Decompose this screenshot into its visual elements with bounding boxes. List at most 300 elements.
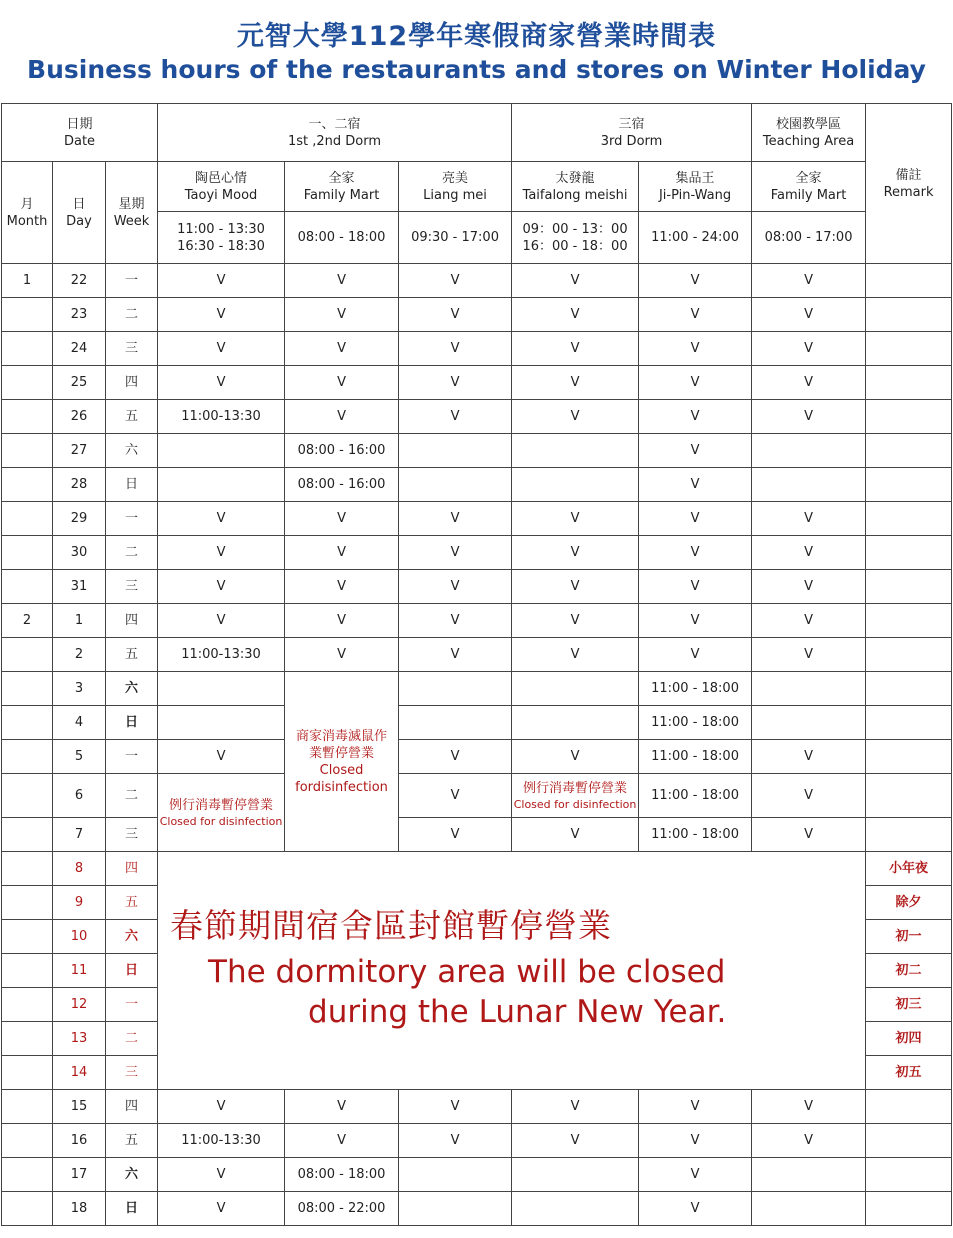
cell-taifalong [512, 1158, 639, 1192]
hours-line: 16：00 - 18：00 [522, 238, 628, 254]
week-cell: 四 [106, 852, 158, 886]
cell-taifalong: V [512, 264, 639, 298]
remark-cell [866, 1192, 952, 1226]
table-row [2, 852, 952, 886]
store-en: Family Mart [770, 187, 847, 203]
header-dorm12-en: 1st ,2nd Dorm [288, 133, 382, 149]
week-cell: 一 [106, 988, 158, 1022]
header-week-zh: 星期 [118, 196, 145, 212]
day-cell: 29 [53, 502, 106, 536]
cell-taoyi: V [158, 740, 285, 774]
remark-cell [866, 400, 952, 434]
schedule-table [1, 103, 952, 1226]
header-month-zh: 月 [20, 196, 34, 212]
cell-taoyi: 11:00-13:30 [158, 400, 285, 434]
table-row [2, 818, 952, 852]
store-hours-familymart-teaching: 08:00 - 17:00 [752, 212, 866, 264]
cell-taifalong: V [512, 818, 639, 852]
table-row [2, 604, 952, 638]
store-en: Taifalong meishi [522, 187, 628, 203]
cell-liangmei [399, 434, 512, 468]
cell-jipinwang: V [639, 400, 752, 434]
cell-familymart-dorm: V [285, 502, 399, 536]
cell-jipinwang: V [639, 434, 752, 468]
week-cell: 六 [106, 672, 158, 706]
table-row [2, 706, 952, 740]
remark-cell [866, 502, 952, 536]
table-row [2, 1192, 952, 1226]
header-date-en: Date [63, 133, 96, 149]
cell-familymart-teaching [752, 468, 866, 502]
cell-familymart-dorm: V [285, 570, 399, 604]
cell-taoyi: V [158, 366, 285, 400]
remark-cell: 初四 [866, 1022, 952, 1056]
month-cell [2, 502, 53, 536]
week-cell: 六 [106, 434, 158, 468]
notice-en: Closed for disinfection [513, 797, 637, 811]
cell-familymart-teaching: V [752, 1124, 866, 1158]
week-cell: 一 [106, 740, 158, 774]
month-cell [2, 954, 53, 988]
cell-taoyi [158, 468, 285, 502]
month-cell [2, 400, 53, 434]
week-cell: 五 [106, 638, 158, 672]
month-cell [2, 988, 53, 1022]
cell-taoyi: V [158, 604, 285, 638]
cell-taifalong: V [512, 298, 639, 332]
cell-taoyi [158, 434, 285, 468]
day-cell: 31 [53, 570, 106, 604]
week-cell: 三 [106, 1056, 158, 1090]
month-cell: 2 [2, 604, 53, 638]
cell-jipinwang: V [639, 1090, 752, 1124]
remark-cell [866, 818, 952, 852]
month-cell [2, 638, 53, 672]
cell-jipinwang: V [639, 298, 752, 332]
schedule-body [2, 104, 952, 1226]
store-hours-taoyi [158, 212, 285, 264]
remark-cell [866, 468, 952, 502]
routine-disinfection-taoyi [158, 774, 285, 852]
header-teaching-en: Teaching Area [762, 133, 855, 149]
week-cell: 二 [106, 1022, 158, 1056]
header-dorm12 [158, 104, 512, 162]
month-cell [2, 1158, 53, 1192]
day-cell: 23 [53, 298, 106, 332]
cell-liangmei: V [399, 298, 512, 332]
cell-taifalong: V [512, 740, 639, 774]
cell-liangmei [399, 468, 512, 502]
cell-liangmei [399, 672, 512, 706]
cell-taoyi: V [158, 1192, 285, 1226]
table-row [2, 400, 952, 434]
header-remark-zh: 備註 [895, 167, 922, 183]
header-month-en: Month [6, 213, 48, 229]
week-cell: 二 [106, 298, 158, 332]
header-dorm3-en: 3rd Dorm [600, 133, 663, 149]
month-cell [2, 1192, 53, 1226]
cell-liangmei: V [399, 502, 512, 536]
week-cell: 五 [106, 886, 158, 920]
month-cell [2, 672, 53, 706]
day-cell: 11 [53, 954, 106, 988]
day-cell: 1 [53, 604, 106, 638]
hours-line: 11:00 - 13:30 [177, 221, 265, 237]
cell-familymart-teaching: V [752, 264, 866, 298]
day-cell: 13 [53, 1022, 106, 1056]
cell-jipinwang: 11:00 - 18:00 [639, 706, 752, 740]
cell-taifalong [512, 434, 639, 468]
month-cell [2, 920, 53, 954]
cell-liangmei: V [399, 570, 512, 604]
table-row [2, 298, 952, 332]
day-cell: 3 [53, 672, 106, 706]
cell-familymart-dorm: V [285, 298, 399, 332]
day-cell: 18 [53, 1192, 106, 1226]
header-remark [866, 104, 952, 264]
month-cell [2, 1090, 53, 1124]
notice-en: fordisinfection [295, 779, 388, 795]
cell-taoyi: V [158, 1158, 285, 1192]
table-row [2, 740, 952, 774]
day-cell: 14 [53, 1056, 106, 1090]
table-row [2, 502, 952, 536]
store-hours-familymart-dorm: 08:00 - 18:00 [285, 212, 399, 264]
cell-jipinwang: V [639, 468, 752, 502]
cell-jipinwang: V [639, 1158, 752, 1192]
day-cell: 27 [53, 434, 106, 468]
table-row [2, 434, 952, 468]
remark-cell [866, 1124, 952, 1158]
cell-familymart-teaching [752, 1192, 866, 1226]
routine-disinfection-taifalong [512, 774, 639, 818]
cell-familymart-dorm: V [285, 264, 399, 298]
week-cell: 二 [106, 774, 158, 818]
cell-familymart-teaching [752, 1158, 866, 1192]
header-day-zh: 日 [72, 196, 86, 212]
header-remark-en: Remark [883, 184, 934, 200]
month-cell [2, 1056, 53, 1090]
cell-familymart-teaching: V [752, 400, 866, 434]
week-cell: 六 [106, 920, 158, 954]
table-row [2, 774, 952, 818]
cell-taifalong: V [512, 1124, 639, 1158]
day-cell: 8 [53, 852, 106, 886]
cell-familymart-dorm: V [285, 1124, 399, 1158]
cell-taifalong: V [512, 638, 639, 672]
store-hours-jipinwang: 11:00 - 24:00 [639, 212, 752, 264]
cell-familymart-teaching [752, 434, 866, 468]
cell-jipinwang: V [639, 264, 752, 298]
remark-cell [866, 570, 952, 604]
week-cell: 一 [106, 264, 158, 298]
cell-familymart-teaching: V [752, 774, 866, 818]
store-en: Family Mart [303, 187, 380, 203]
day-cell: 26 [53, 400, 106, 434]
remark-cell [866, 536, 952, 570]
week-cell: 一 [106, 502, 158, 536]
week-cell: 四 [106, 366, 158, 400]
cell-liangmei: V [399, 638, 512, 672]
remark-cell: 初五 [866, 1056, 952, 1090]
month-cell [2, 434, 53, 468]
cell-jipinwang: V [639, 570, 752, 604]
table-row [2, 468, 952, 502]
month-cell [2, 706, 53, 740]
cell-liangmei: V [399, 774, 512, 818]
cell-taifalong [512, 468, 639, 502]
store-en: Ji-Pin-Wang [658, 187, 732, 203]
remark-cell: 初一 [866, 920, 952, 954]
cell-familymart-teaching: V [752, 570, 866, 604]
table-row [2, 536, 952, 570]
cell-jipinwang: 11:00 - 18:00 [639, 740, 752, 774]
week-cell: 日 [106, 468, 158, 502]
header-dorm3 [512, 104, 752, 162]
remark-cell [866, 366, 952, 400]
remark-cell [866, 332, 952, 366]
day-cell: 25 [53, 366, 106, 400]
cell-familymart-teaching: V [752, 1090, 866, 1124]
table-row [2, 264, 952, 298]
cell-familymart-dorm: V [285, 638, 399, 672]
table-row [2, 332, 952, 366]
month-cell [2, 298, 53, 332]
cell-taifalong: V [512, 604, 639, 638]
remark-cell: 初三 [866, 988, 952, 1022]
remark-cell [866, 638, 952, 672]
day-cell: 5 [53, 740, 106, 774]
cell-liangmei: V [399, 1090, 512, 1124]
week-cell: 三 [106, 818, 158, 852]
cell-taoyi: 11:00-13:30 [158, 638, 285, 672]
day-cell: 15 [53, 1090, 106, 1124]
cell-liangmei: V [399, 332, 512, 366]
cell-familymart-teaching: V [752, 366, 866, 400]
header-week [106, 162, 158, 264]
remark-cell [866, 672, 952, 706]
closure-notice [158, 852, 866, 1090]
store-zh: 全家 [795, 170, 822, 186]
cell-jipinwang: V [639, 366, 752, 400]
page-title-zh: 元智大學112學年寒假商家營業時間表 [236, 21, 717, 52]
cell-familymart-dorm: V [285, 1090, 399, 1124]
cell-jipinwang: V [639, 536, 752, 570]
cell-taoyi: V [158, 536, 285, 570]
day-cell: 16 [53, 1124, 106, 1158]
week-cell: 三 [106, 570, 158, 604]
cell-familymart-teaching [752, 706, 866, 740]
store-zh: 陶邑心情 [195, 170, 248, 186]
remark-cell [866, 1090, 952, 1124]
day-cell: 4 [53, 706, 106, 740]
cell-jipinwang: 11:00 - 18:00 [639, 774, 752, 818]
cell-familymart-teaching: V [752, 298, 866, 332]
cell-familymart-teaching: V [752, 818, 866, 852]
cell-familymart-dorm: 08:00 - 18:00 [285, 1158, 399, 1192]
week-cell: 日 [106, 1192, 158, 1226]
month-cell [2, 1124, 53, 1158]
cell-familymart-dorm: V [285, 366, 399, 400]
header-row-stores [2, 162, 952, 212]
week-cell: 日 [106, 706, 158, 740]
cell-taoyi [158, 706, 285, 740]
store-hours-taifalong [512, 212, 639, 264]
cell-familymart-teaching: V [752, 740, 866, 774]
day-cell: 30 [53, 536, 106, 570]
notice-zh: 商家消毒滅鼠作 [296, 728, 388, 744]
day-cell: 7 [53, 818, 106, 852]
month-cell [2, 536, 53, 570]
remark-cell [866, 298, 952, 332]
month-cell [2, 852, 53, 886]
month-cell [2, 366, 53, 400]
cell-familymart-dorm: 08:00 - 22:00 [285, 1192, 399, 1226]
remark-cell: 初二 [866, 954, 952, 988]
cell-liangmei: V [399, 400, 512, 434]
week-cell: 四 [106, 1090, 158, 1124]
cell-taifalong: V [512, 536, 639, 570]
store-name-taifalong [512, 162, 639, 212]
cell-taoyi: V [158, 1090, 285, 1124]
disinfection-familymart [285, 672, 399, 852]
header-dorm12-zh: 一、二宿 [308, 116, 361, 132]
notice-zh: 業暫停營業 [309, 745, 375, 761]
day-cell: 28 [53, 468, 106, 502]
remark-cell: 小年夜 [866, 852, 952, 886]
cell-familymart-dorm: V [285, 400, 399, 434]
header-month [2, 162, 53, 264]
cell-liangmei: V [399, 536, 512, 570]
store-name-jipinwang [639, 162, 752, 212]
cell-taoyi: 11:00-13:30 [158, 1124, 285, 1158]
store-zh: 集品王 [675, 170, 715, 186]
remark-cell [866, 774, 952, 818]
cell-familymart-teaching: V [752, 638, 866, 672]
day-cell: 2 [53, 638, 106, 672]
day-cell: 10 [53, 920, 106, 954]
cell-liangmei [399, 706, 512, 740]
hours-line: 09：00 - 13：00 [522, 221, 628, 237]
cell-jipinwang: 11:00 - 18:00 [639, 818, 752, 852]
cell-taoyi: V [158, 502, 285, 536]
closure-en-line1: The dormitory area will be closed [208, 954, 726, 990]
closure-zh: 春節期間宿舍區封館暫停營業 [170, 906, 613, 945]
table-row [2, 1090, 952, 1124]
day-cell: 12 [53, 988, 106, 1022]
cell-taifalong [512, 672, 639, 706]
cell-liangmei: V [399, 264, 512, 298]
closure-en-line2: during the Lunar New Year. [308, 994, 727, 1030]
week-cell: 五 [106, 1124, 158, 1158]
cell-jipinwang: V [639, 638, 752, 672]
day-cell: 6 [53, 774, 106, 818]
day-cell: 24 [53, 332, 106, 366]
store-zh: 全家 [328, 170, 355, 186]
cell-taifalong [512, 1192, 639, 1226]
header-dorm3-zh: 三宿 [618, 116, 645, 132]
month-cell [2, 332, 53, 366]
cell-taifalong [512, 706, 639, 740]
cell-familymart-dorm: V [285, 604, 399, 638]
remark-cell [866, 604, 952, 638]
notice-zh: 例行消毒暫停營業 [169, 797, 274, 813]
cell-jipinwang: V [639, 1124, 752, 1158]
header-day-en: Day [66, 213, 92, 229]
cell-familymart-teaching: V [752, 536, 866, 570]
day-cell: 17 [53, 1158, 106, 1192]
cell-taoyi: V [158, 570, 285, 604]
week-cell: 六 [106, 1158, 158, 1192]
store-name-familymart-teaching [752, 162, 866, 212]
cell-jipinwang: V [639, 332, 752, 366]
cell-taifalong: V [512, 366, 639, 400]
cell-jipinwang: V [639, 1192, 752, 1226]
week-cell: 三 [106, 332, 158, 366]
cell-liangmei: V [399, 818, 512, 852]
page-title-en: Business hours of the restaurants and stores on Winter Holiday [27, 55, 926, 84]
cell-taoyi: V [158, 264, 285, 298]
week-cell: 五 [106, 400, 158, 434]
header-week-en: Week [113, 213, 150, 229]
store-name-taoyi [158, 162, 285, 212]
cell-familymart-teaching [752, 672, 866, 706]
table-row [2, 1158, 952, 1192]
cell-familymart-dorm: V [285, 536, 399, 570]
cell-taifalong: V [512, 1090, 639, 1124]
cell-taifalong: V [512, 400, 639, 434]
day-cell: 9 [53, 886, 106, 920]
cell-familymart-teaching: V [752, 604, 866, 638]
cell-jipinwang: V [639, 502, 752, 536]
day-cell: 22 [53, 264, 106, 298]
cell-jipinwang: V [639, 604, 752, 638]
remark-cell [866, 706, 952, 740]
store-name-familymart-dorm [285, 162, 399, 212]
header-row-groups [2, 104, 952, 162]
table-row [2, 366, 952, 400]
cell-jipinwang: 11:00 - 18:00 [639, 672, 752, 706]
notice-zh: 例行消毒暫停營業 [523, 780, 628, 796]
cell-taifalong: V [512, 570, 639, 604]
header-date-zh: 日期 [66, 116, 93, 132]
cell-familymart-dorm: 08:00 - 16:00 [285, 468, 399, 502]
notice-en: Closed [319, 762, 364, 778]
cell-familymart-teaching: V [752, 332, 866, 366]
remark-cell [866, 434, 952, 468]
cell-taifalong: V [512, 332, 639, 366]
month-cell [2, 1022, 53, 1056]
month-cell [2, 740, 53, 774]
cell-liangmei: V [399, 1124, 512, 1158]
store-hours-liangmei: 09:30 - 17:00 [399, 212, 512, 264]
header-date [2, 104, 158, 162]
header-day [53, 162, 106, 264]
store-en: Taoyi Mood [184, 187, 258, 203]
table-row [2, 672, 952, 706]
store-en: Liang mei [423, 187, 487, 203]
cell-taoyi: V [158, 298, 285, 332]
hours-line: 16:30 - 18:30 [177, 238, 265, 254]
table-row [2, 638, 952, 672]
cell-familymart-dorm: 08:00 - 16:00 [285, 434, 399, 468]
cell-familymart-dorm: V [285, 332, 399, 366]
month-cell [2, 468, 53, 502]
month-cell [2, 886, 53, 920]
cell-liangmei: V [399, 740, 512, 774]
header-teaching [752, 104, 866, 162]
table-row [2, 570, 952, 604]
